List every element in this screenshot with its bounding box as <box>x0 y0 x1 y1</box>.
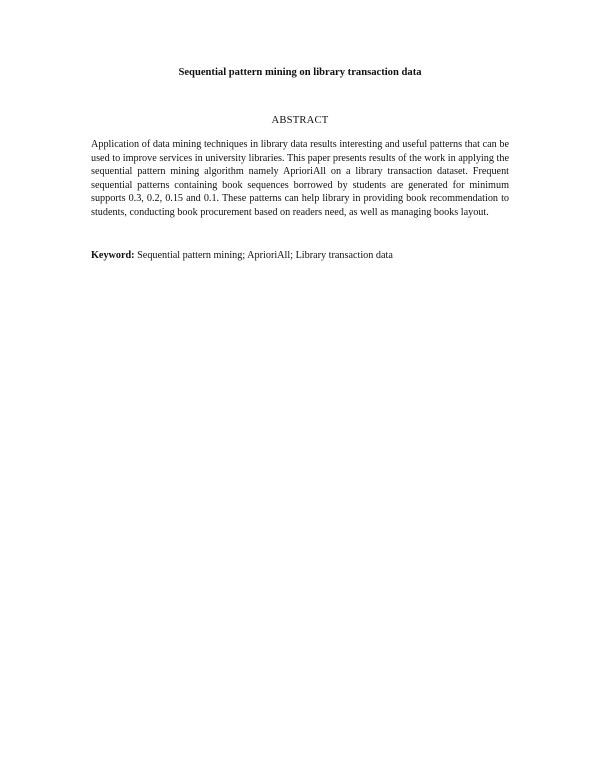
keywords-text: Sequential pattern mining; AprioriAll; Library transaction data <box>134 250 393 261</box>
keywords-label: Keyword: <box>91 250 135 261</box>
paper-title: Sequential pattern mining on library transaction data <box>178 67 422 78</box>
abstract-body: Application of data mining techniques in library data results interesting and useful patterns that can be used to improve services in university libraries. This paper presents results of the work in applying the sequential pattern mining algorithm namely AprioriAll on a library transaction dataset. Frequent sequential patterns containing book sequences borrowed by students are generated for minimum supports 0.3, 0.2, 0.15 and 0.1. These patterns can help library in providing book recommendation to students, conducting book procurement based on readers need, as well as managing books layout. <box>91 139 509 218</box>
keywords-line <box>91 249 509 263</box>
abstract-heading: ABSTRACT <box>271 115 329 126</box>
